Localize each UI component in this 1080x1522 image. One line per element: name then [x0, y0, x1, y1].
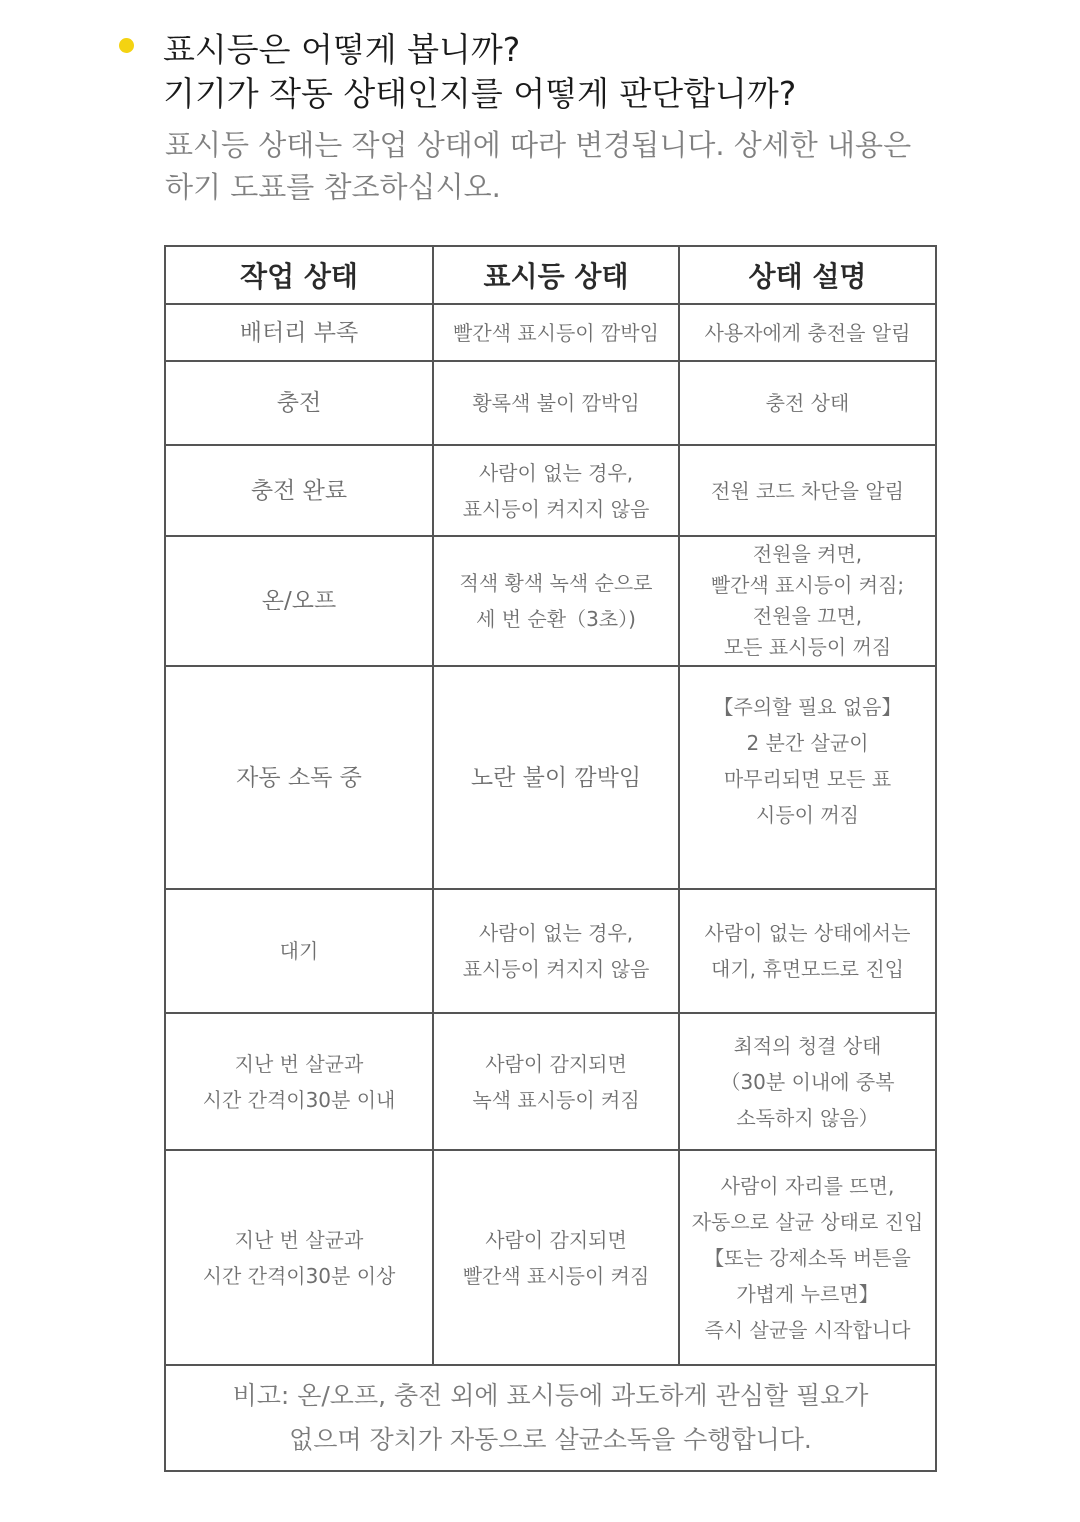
cell-line: 사용자에게 충전을 알림 [704, 320, 911, 345]
table-row [165, 889, 936, 1013]
cell-line: 충전 완료 [250, 477, 348, 504]
intro-line-2: 하기 도표를 참조하십시오. [165, 170, 501, 204]
cell-indicator [433, 889, 679, 1013]
cell-work-state [165, 666, 433, 889]
cell-description [679, 666, 936, 889]
cell-line: 황록색 불이 깜박임 [472, 391, 640, 415]
cell-line: 대기 [279, 939, 319, 963]
cell-line: 【또는 강제소독 버튼을 [704, 1245, 911, 1270]
table-row [165, 1150, 936, 1365]
cell-description [679, 361, 936, 445]
cell-indicator [433, 445, 679, 536]
cell-line: 지난 번 살균과 [234, 1051, 364, 1076]
table-row [165, 445, 936, 536]
cell-line: 적색 황색 녹색 순으로 [459, 571, 653, 595]
cell-line: 마무리되면 모든 표 [723, 767, 892, 791]
cell-line: 소독하지 않음） [736, 1105, 879, 1130]
table-note-row [165, 1365, 936, 1471]
cell-work-state [165, 445, 433, 536]
cell-line: 모든 표시등이 꺼짐 [723, 635, 892, 659]
cell-line: 배터리 부족 [239, 319, 359, 346]
cell-line: （30분 이내에 중복 [720, 1069, 895, 1094]
cell-line: 사람이 없는 경우, [478, 921, 634, 945]
cell-line: 충전 [276, 390, 322, 416]
cell-line: 2 분간 살균이 [746, 731, 869, 755]
cell-line: 전원 코드 차단을 알림 [711, 478, 904, 503]
header-indicator-state: 표시등 상태 [433, 246, 679, 304]
cell-description [679, 1150, 936, 1365]
cell-indicator [433, 361, 679, 445]
cell-line: 【주의할 필요 없음】 [713, 695, 902, 719]
bullet-dot-icon [119, 38, 134, 53]
heading-line-2: 기기가 작동 상태인지를 어떻게 판단합니까? [163, 74, 797, 113]
cell-line: 지난 번 살균과 [234, 1227, 364, 1252]
cell-line: 충전 상태 [765, 391, 850, 415]
cell-work-state [165, 1150, 433, 1365]
cell-description [679, 445, 936, 536]
cell-work-state [165, 304, 433, 361]
cell-line: 표시등이 켜지지 않음 [462, 496, 650, 521]
cell-line: 사람이 없는 상태에서는 [704, 921, 911, 945]
header-state-description: 상태 설명 [679, 246, 936, 304]
cell-line: 시간 간격이30분 이내 [202, 1087, 396, 1112]
cell-line: 노란 불이 깜박임 [470, 764, 642, 791]
note-line-2: 없으며 장치가 자동으로 살균소독을 수행합니다. [289, 1425, 812, 1454]
cell-line: 녹색 표시등이 켜짐 [472, 1087, 640, 1112]
cell-work-state [165, 361, 433, 445]
cell-line: 즉시 살균을 시작합니다 [704, 1317, 911, 1342]
cell-work-state [165, 1013, 433, 1150]
header-work-state: 작업 상태 [165, 246, 433, 304]
cell-line: 가볍게 누르면】 [736, 1281, 879, 1306]
cell-indicator [433, 304, 679, 361]
cell-work-state [165, 889, 433, 1013]
cell-line: 온/오프 [261, 588, 337, 614]
cell-line: 사람이 감지되면 [485, 1051, 627, 1076]
cell-line: 세 번 순환（3초）) [476, 607, 636, 631]
table-row [165, 361, 936, 445]
cell-line: 자동으로 살균 상태로 진입 [691, 1209, 924, 1234]
indicator-status-table [164, 245, 937, 1472]
cell-description [679, 304, 936, 361]
table-row [165, 666, 936, 889]
cell-line: 빨간색 표시등이 깜박임 [453, 320, 659, 345]
intro-text [165, 124, 985, 208]
cell-line: 자동 소독 중 [236, 764, 362, 791]
cell-indicator [433, 1150, 679, 1365]
table-note [165, 1365, 936, 1471]
cell-indicator [433, 666, 679, 889]
cell-line: 사람이 자리를 뜨면, [720, 1173, 895, 1198]
note-line-1: 비고: 온/오프, 충전 외에 표시등에 과도하게 관심할 필요가 [232, 1381, 869, 1410]
cell-line: 사람이 없는 경우, [478, 460, 634, 485]
table-row [165, 536, 936, 666]
cell-line: 빨간색 표시등이 켜짐 [462, 1263, 650, 1288]
table-row [165, 1013, 936, 1150]
cell-description [679, 1013, 936, 1150]
cell-line: 전원을 끄면, [752, 604, 863, 628]
intro-line-1: 표시등 상태는 작업 상태에 따라 변경됩니다. 상세한 내용은 [165, 128, 912, 162]
cell-line: 전원을 켜면, [752, 542, 863, 566]
cell-line: 빨간색 표시등이 켜짐; [710, 573, 905, 597]
cell-line: 시등이 꺼짐 [756, 803, 859, 827]
cell-line: 대기, 휴면모드로 진입 [711, 957, 904, 981]
cell-line: 시간 간격이30분 이상 [202, 1263, 396, 1288]
cell-indicator [433, 536, 679, 666]
cell-line: 사람이 감지되면 [485, 1227, 627, 1252]
heading-line-1: 표시등은 어떻게 봅니까? [163, 30, 521, 69]
cell-description [679, 889, 936, 1013]
section-heading [163, 28, 1023, 116]
cell-description [679, 536, 936, 666]
cell-work-state [165, 536, 433, 666]
cell-line: 표시등이 켜지지 않음 [462, 957, 650, 981]
table-header-row [165, 246, 936, 304]
cell-indicator [433, 1013, 679, 1150]
table-row [165, 304, 936, 361]
cell-line: 최적의 청결 상태 [733, 1033, 882, 1058]
